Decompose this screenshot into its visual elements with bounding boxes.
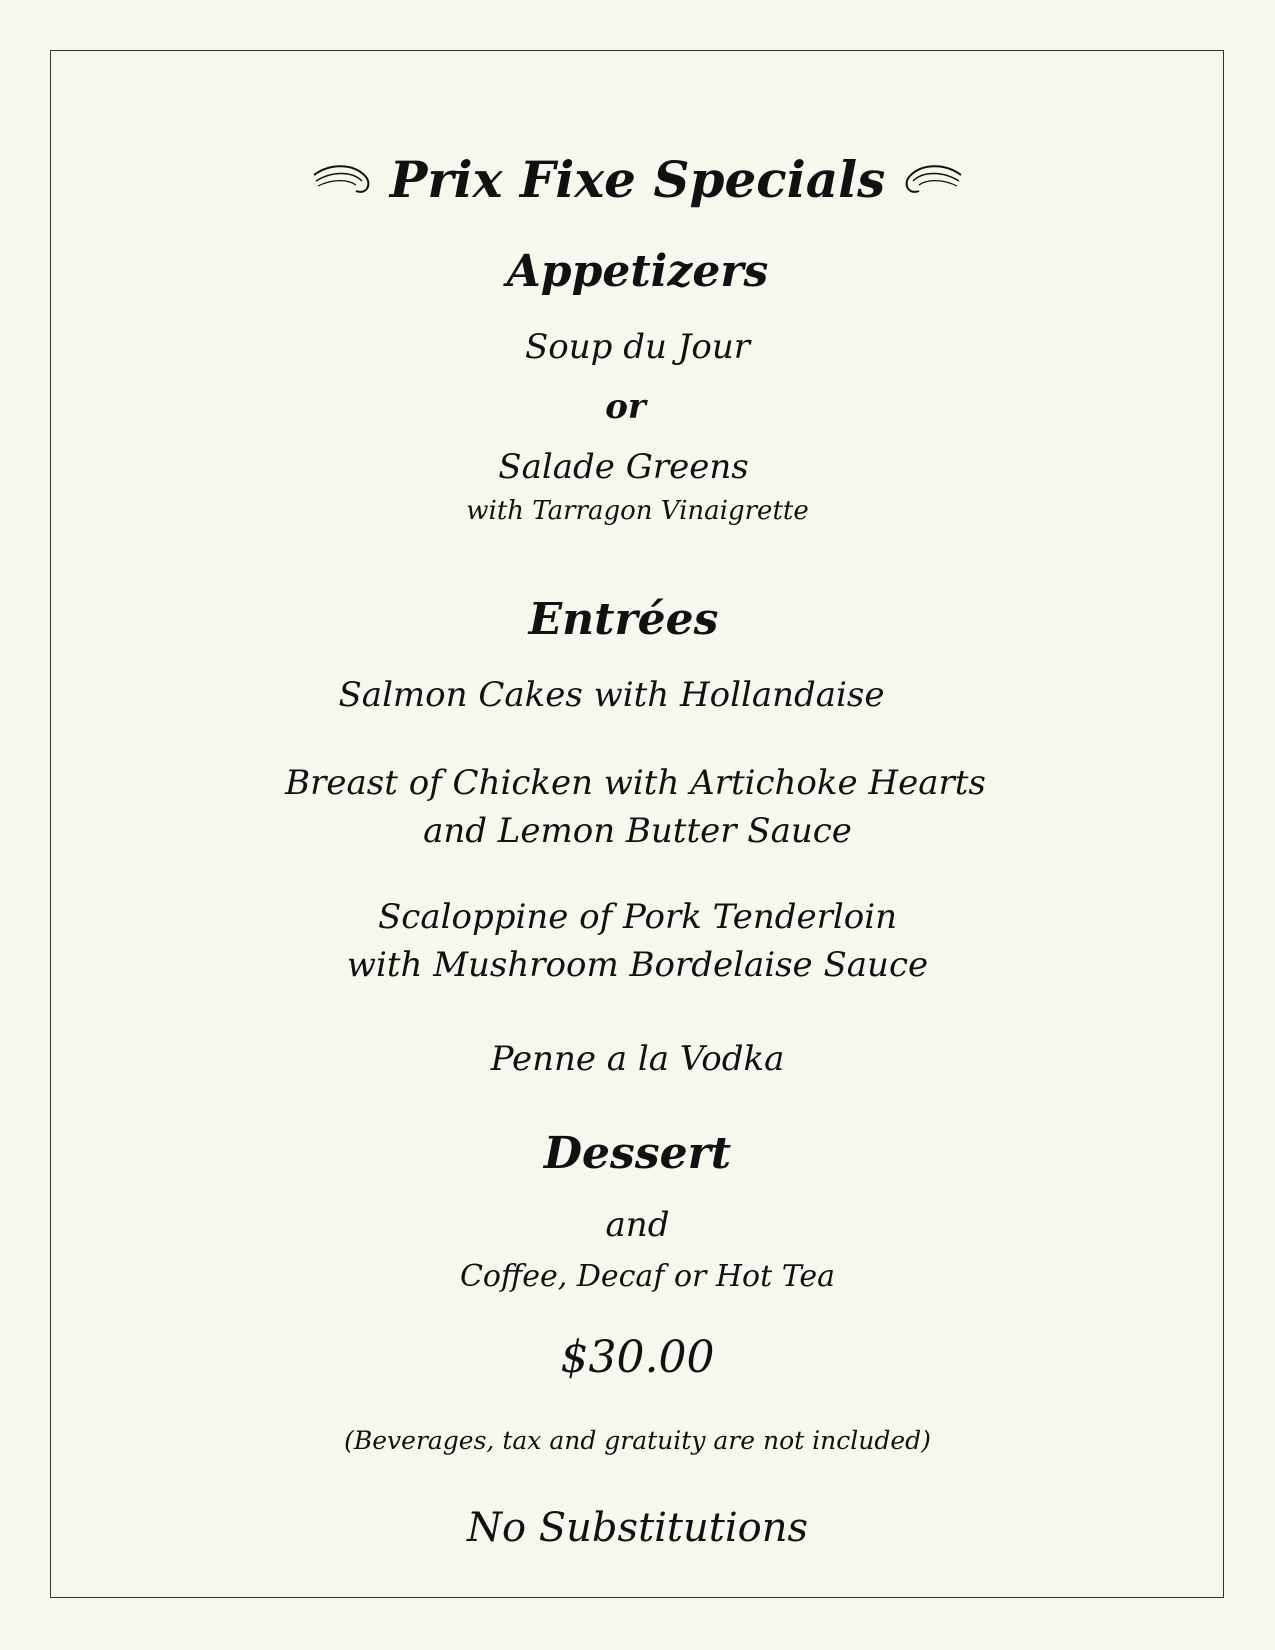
entrees-heading: Entrées bbox=[528, 594, 719, 645]
no-substitutions: No Substitutions bbox=[466, 1505, 809, 1551]
appetizer-or: or bbox=[605, 387, 646, 427]
entree-chicken-line2: and Lemon Butter Sauce bbox=[423, 811, 852, 851]
entree-salmon: Salmon Cakes with Hollandaise bbox=[338, 675, 885, 715]
menu-title: Prix Fixe Specials bbox=[389, 150, 886, 209]
swirl-left-icon bbox=[310, 157, 376, 203]
appetizers-heading: Appetizers bbox=[506, 246, 769, 297]
price-note: (Beverages, tax and gratuity are not included) bbox=[344, 1426, 931, 1455]
menu-price: $30.00 bbox=[560, 1332, 715, 1383]
dessert-heading: Dessert bbox=[543, 1128, 732, 1179]
appetizer-soup: Soup du Jour bbox=[525, 327, 750, 367]
dessert-beverages: Coffee, Decaf or Hot Tea bbox=[459, 1259, 836, 1294]
dessert-and: and bbox=[605, 1205, 670, 1245]
entree-chicken-line1: Breast of Chicken with Artichoke Hearts bbox=[285, 763, 986, 803]
entree-pork-line2: with Mushroom Bordelaise Sauce bbox=[346, 945, 929, 985]
title-row bbox=[0, 150, 1275, 209]
entree-pork-line1: Scaloppine of Pork Tenderloin bbox=[378, 897, 897, 937]
swirl-right-icon bbox=[899, 157, 965, 203]
entree-penne: Penne a la Vodka bbox=[490, 1039, 785, 1079]
appetizer-salad: Salade Greens bbox=[498, 447, 749, 487]
appetizer-salad-detail: with Tarragon Vinaigrette bbox=[466, 496, 809, 526]
